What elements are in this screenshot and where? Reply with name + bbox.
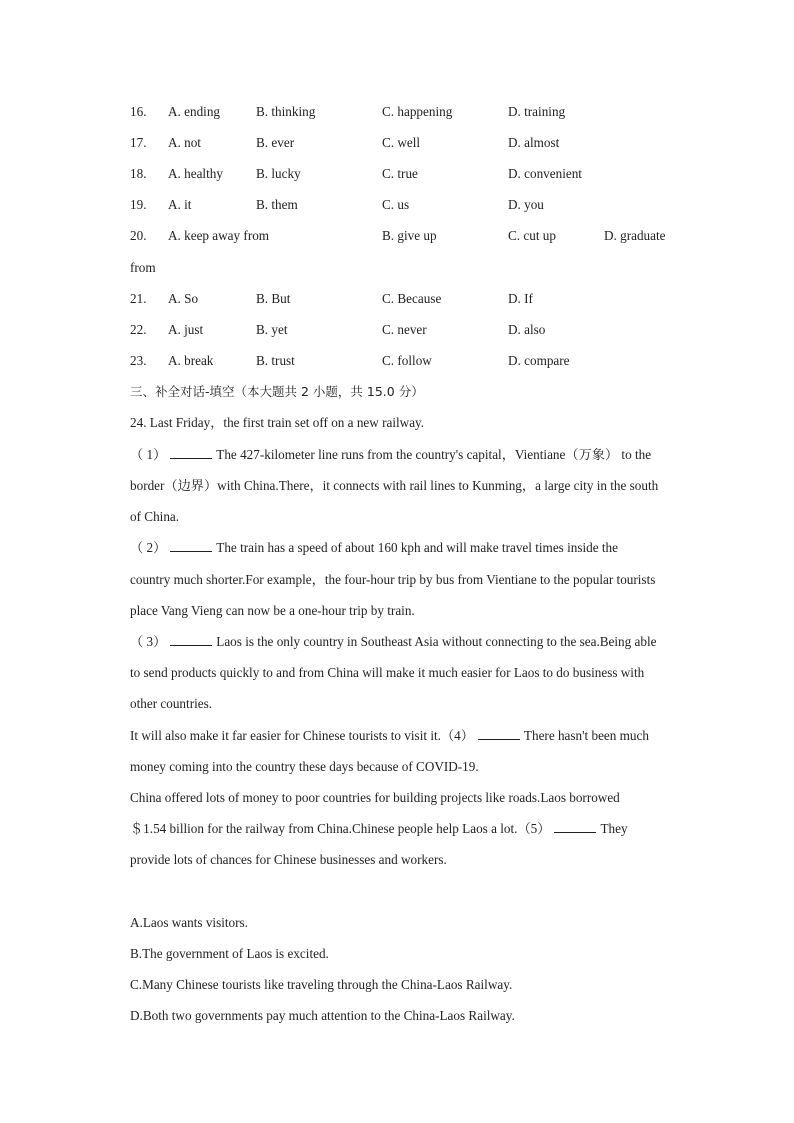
option-d: D. almost <box>508 135 560 150</box>
option-d: D. also <box>508 322 546 337</box>
passage-line: country much shorter.For example，the four-hour trip by bus from Vientiane to the popular tourists <box>130 572 656 587</box>
blank-label: （ 2） <box>130 540 167 555</box>
passage-line: other countries. <box>130 696 213 711</box>
choice-b: B.The government of Laos is excited. <box>130 946 329 961</box>
paragraph-text: There hasn't been much <box>523 728 649 743</box>
option-b: B. But <box>256 291 291 306</box>
option-a: A. just <box>168 322 204 337</box>
choice-d: D.Both two governments pay much attention to the China-Laos Railway. <box>130 1008 515 1023</box>
passage-line: border（边界）with China.There，it connects with rail lines to Kunming，a large city in the south <box>130 478 659 493</box>
answer-blank-1[interactable] <box>170 445 212 459</box>
option-c: C. us <box>382 197 410 212</box>
answer-blank-3[interactable] <box>170 632 212 646</box>
option-c: C. Because <box>382 291 442 306</box>
paragraph-text: The train has a speed of about 160 kph and will make travel times inside the <box>216 540 619 555</box>
option-d-continued: from <box>130 260 156 275</box>
paragraph-text: The 427-kilometer line runs from the country's capital，Vientiane（万象） to the <box>216 447 652 462</box>
option-b: B. ever <box>256 135 295 150</box>
passage-paragraph-5: China offered lots of money to poor countries for building projects like roads.Laos borrowed <box>130 790 620 805</box>
option-b: B. lucky <box>256 166 301 181</box>
paragraph-text: ＄1.54 billion for the railway from China.Chinese people help Laos a lot.（5） <box>130 821 551 836</box>
passage-paragraph-1 <box>130 445 695 465</box>
passage-line: money coming into the country these days because of COVID-19. <box>130 759 479 774</box>
option-d: D. graduate <box>604 228 666 243</box>
blank-label: （ 1） <box>130 447 167 462</box>
passage-line: to send products quickly to and from China will make it much easier for Laos to do business with <box>130 665 645 680</box>
question-number: 19. <box>130 197 147 212</box>
option-a: A. not <box>168 135 201 150</box>
option-b: B. trust <box>256 353 295 368</box>
option-b: B. them <box>256 197 298 212</box>
option-c: C. cut up <box>508 228 556 243</box>
option-b: B. thinking <box>256 104 316 119</box>
question-number: 18. <box>130 166 147 181</box>
option-b: B. yet <box>256 322 288 337</box>
passage-intro: 24. Last Friday，the first train set off on a new railway. <box>130 415 425 430</box>
passage-line: provide lots of chances for Chinese businesses and workers. <box>130 852 447 867</box>
option-a: A. break <box>168 353 214 368</box>
passage-line <box>130 819 695 839</box>
paragraph-text: They <box>600 821 628 836</box>
option-a: A. it <box>168 197 192 212</box>
question-number: 23. <box>130 353 147 368</box>
option-c: C. follow <box>382 353 432 368</box>
question-number: 17. <box>130 135 147 150</box>
question-number: 21. <box>130 291 147 306</box>
option-c: C. true <box>382 166 418 181</box>
answer-blank-4[interactable] <box>478 726 520 740</box>
passage-line: of China. <box>130 509 180 524</box>
option-c: C. never <box>382 322 427 337</box>
option-d: D. training <box>508 104 566 119</box>
passage-line: place Vang Vieng can now be a one-hour trip by train. <box>130 603 415 618</box>
option-a: A. healthy <box>168 166 223 181</box>
choice-c: C.Many Chinese tourists like traveling through the China-Laos Railway. <box>130 977 513 992</box>
option-b: B. give up <box>382 228 437 243</box>
option-a: A. ending <box>168 104 221 119</box>
option-d: D. If <box>508 291 533 306</box>
passage-paragraph-2 <box>130 538 695 558</box>
blank-label: （ 3） <box>130 634 167 649</box>
option-d: D. you <box>508 197 544 212</box>
answer-blank-5[interactable] <box>554 819 596 833</box>
passage-paragraph-3 <box>130 632 695 652</box>
paragraph-text: Laos is the only country in Southeast Asia without connecting to the sea.Being able <box>216 634 657 649</box>
question-number: 20. <box>130 228 147 243</box>
option-a: A. So <box>168 291 199 306</box>
option-c: C. well <box>382 135 421 150</box>
section-heading: 三、补全对话-填空（本大题共 2 小题，共 15.0 分） <box>130 384 424 399</box>
option-d: D. compare <box>508 353 570 368</box>
question-number: 22. <box>130 322 147 337</box>
option-d: D. convenient <box>508 166 582 181</box>
passage-paragraph-4 <box>130 726 695 746</box>
choice-a: A.Laos wants visitors. <box>130 915 248 930</box>
option-c: C. happening <box>382 104 453 119</box>
paragraph-text: It will also make it far easier for Chinese tourists to visit it.（4） <box>130 728 474 743</box>
option-a: A. keep away from <box>168 228 270 243</box>
answer-blank-2[interactable] <box>170 538 212 552</box>
question-number: 16. <box>130 104 147 119</box>
